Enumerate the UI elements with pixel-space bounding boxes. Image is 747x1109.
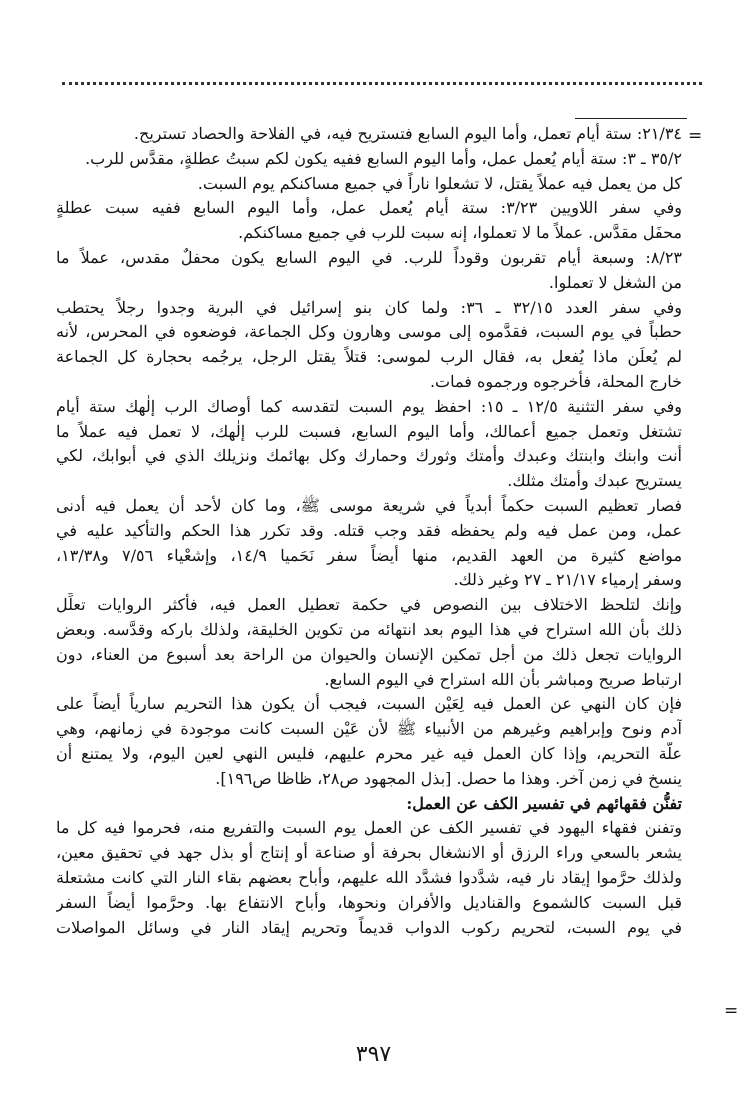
text-line: وإنك لتلحظ الاختلاف بين النصوص في حكمة تعطيل العمل فيه، فأكثر الروايات تعلِّل	[56, 595, 682, 615]
text-line: لم يُعلَن ماذا يُفعل به، فقال الرب لموسى: قتلاً يقتل الرجل، يرجُمه بحجارة كل الجماعة	[56, 347, 682, 367]
text-line: آدم ونوح وإبراهيم وغيرهم من الأنبياء ﷺ لأن عَيْن السبت كانت موجودة في زمانهم، وهي	[56, 719, 682, 739]
text-line: وفي سفر التثنية ١٢/٥ ـ ١٥: احفظ يوم السبت لتقدسه كما أوصاك الرب إلٰهك ستة أيام	[56, 396, 682, 416]
text-line: محفَل مقدَّس. عملاً ما لا تعملوا، إنه سبت للرب في جميع مساكنكم.	[238, 223, 682, 243]
text-line: ذلك بأن الله استراح في هذا اليوم بعد انتهائه من تكوين الخليقة، ولذلك باركه وقدَّسه. وبعض	[56, 619, 682, 639]
section-heading: تفنُّن فقهائهم في تفسير الكف عن العمل:	[406, 793, 682, 813]
text-line: وسفر إرمياء ٢١/١٧ ـ ٢٧ وغير ذلك.	[453, 570, 682, 590]
text-line: فصار تعظيم السبت حكماً أبدياً في شريعة موسى ﷺ، وما كان لأحد أن يعمل فيه أدنى	[56, 495, 682, 515]
text-line: ٢١/٣٤: ستة أيام تعمل، وأما اليوم السابع فتستريح فيه، في الفلاحة والحصاد تستريح.	[133, 124, 682, 143]
text-line: فإن كان النهي عن العمل فيه لِعَيْن السبت، فيجب أن يكون هذا التحريم سارياً أيضاً على	[56, 694, 682, 714]
text-line: ارتباط صريح ومباشر بأن الله استراح في اليوم السابع.	[324, 669, 682, 689]
text-line: عمل، ومن عمل فيه ولم يحفظه فقد وجب قتله. وقد تكرر هذا الحكم والتأكيد عليه في	[56, 520, 682, 540]
footnote-rule	[575, 118, 687, 119]
text-line: قبل السبت كالشموع والقناديل والأفران ونحوها، وأباح الانتفاع بها. وحرَّموا أيضاً السفر	[56, 892, 682, 912]
text-line: من الشغل لا تعملوا.	[548, 272, 682, 292]
text-line: يستريح عبدك وأمتك مثلك.	[507, 471, 682, 491]
text-line: وتفنن فقهاء اليهود في تفسير الكف عن العمل يوم السبت والتفريع منه، فحرموا فيه كل ما	[56, 818, 682, 838]
text-line: خارج المحلة، فأخرجوه ورجموه فمات.	[429, 371, 682, 391]
text-line: علَّة التحريم، وإذا كان العمل فيه غير محرم عليهم، فليس النهي لعين اليوم، ولا يمتنع أن	[56, 743, 682, 763]
page-number: ٣٩٧	[355, 1042, 392, 1067]
text-line: مواضع كثيرة من العهد القديم، منها أيضاً سفر نَحَميا ١٤/٩، وإشعْياء ٧/٥٦ و١٣/٣٨،	[56, 545, 682, 565]
text-line: أنت وابنك وابنتك وعبدك وأمتك وثورك وحمارك وكل بهائمك ونزيلك الذي في أبوابك، لكي	[56, 446, 682, 466]
text-line: ينسخ في زمن آخر. وهذا ما حصل. [بذل المجهود ص٢٨، ظاظا ص١٩٦].	[215, 768, 682, 788]
text-line: وفي سفر اللاويين ٣/٢٣: ستة أيام يُعمل عمل، وأما اليوم السابع ففيه سبت عطلةٍ	[56, 198, 682, 218]
text-line: حطباً في يوم السبت، فقدَّموه إلى موسى وهارون وكل الجماعة، فوضعوه في المحرس، لأنه	[56, 322, 682, 342]
text-line: وفي سفر العدد ٣٢/١٥ ـ ٣٦: ولما كان بنو إسرائيل في البرية وجدوا رجلاً يحتطب	[56, 297, 682, 317]
text-line: تشتغل وتعمل جميع أعمالك، وأما اليوم السابع، فسبت للرب إلٰهك، لا تعمل فيه عملاً ما	[56, 421, 682, 441]
continuation-mark-top: =	[688, 126, 703, 146]
continuation-mark-bottom: =	[724, 1001, 739, 1021]
text-line: ولذلك حرَّموا إيقاد نار فيه، شدَّدوا فشدَّد الله عليهم، وأباح بعضهم بقاء النار التي كانت مشتعلة	[56, 867, 682, 887]
text-line: في يوم السبت، لتحريم ركوب الدواب قديماً وتحريم إيقاد النار في وسائل المواصلات	[56, 917, 682, 937]
text-line: ٣٥/٢ ـ ٣: ستة أيام يُعمل عمل، وأما اليوم السابع ففيه يكون لكم سبتُ عطلةٍ، مقدَّس للرب.	[85, 148, 682, 168]
text-line: يشعر بالسعي وراء الرزق أو الانشغال بحرفة أو صناعة أو إنتاج أو بذل جهد في تحقيق معين،	[56, 843, 682, 863]
text-line: كل من يعمل فيه عملاً يقتل، لا تشعلوا ناراً في جميع مساكنكم يوم السبت.	[197, 173, 682, 193]
text-line: الروايات تجعل ذلك من أجل تمكين الإنسان والحيوان من الراحة بعد أسبوع من العناء، دون	[56, 644, 682, 664]
text-line: ٨/٢٣: وسبعة أيام تقربون وقوداً للرب. في اليوم السابع يكون محفلٌ مقدس، عملاً ما	[56, 247, 682, 267]
dotted-separator	[62, 82, 702, 85]
footnote-text-block	[56, 122, 682, 940]
